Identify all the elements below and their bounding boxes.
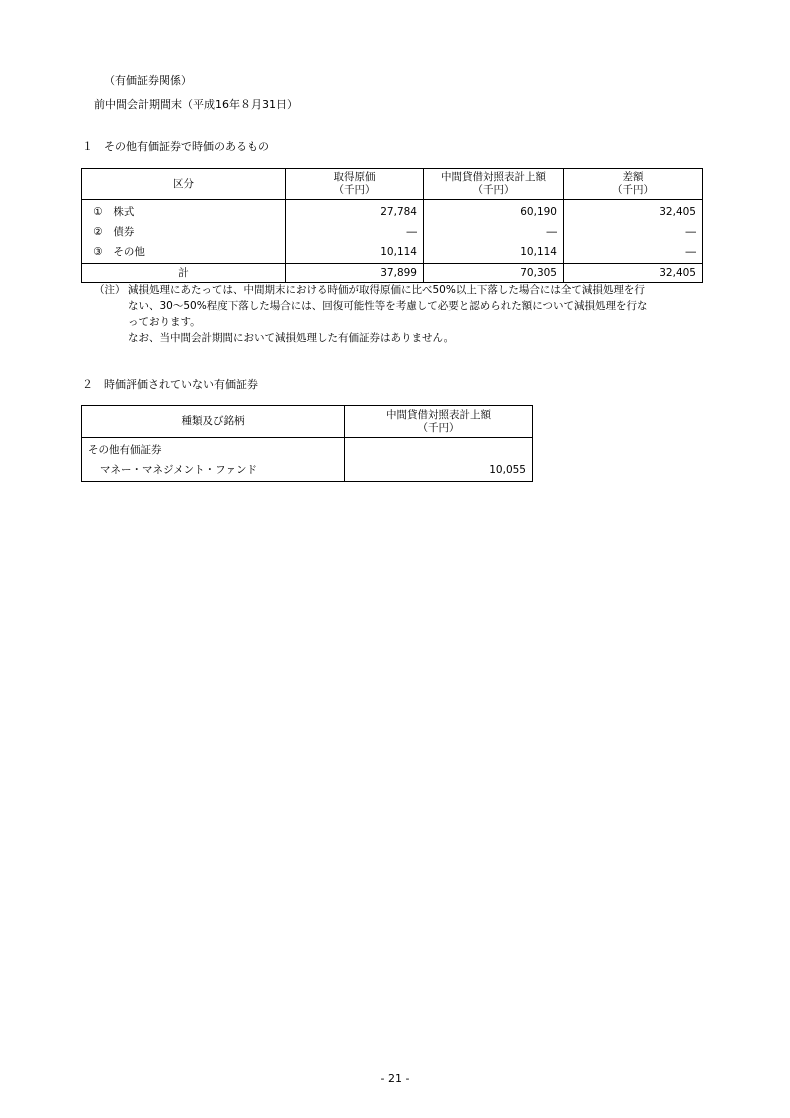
table-header-row: [82, 169, 703, 200]
note-line: なお、当中間会計期間において減損処理した有価証券はありません。: [128, 332, 455, 344]
total-label: 計: [82, 264, 286, 283]
item-name: マネー・マネジメント・ファンド: [82, 460, 345, 482]
table-row: [82, 438, 533, 461]
cell-cost: ―: [286, 222, 424, 242]
total-book-value: 70,305: [424, 264, 564, 283]
section2-heading: ２ 時価評価されていない有価証券: [82, 378, 258, 391]
cell-book-value: ―: [424, 222, 564, 242]
total-cost: 37,899: [286, 264, 424, 283]
cell-book-value: 60,190: [424, 200, 564, 223]
empty-cell: [345, 438, 533, 461]
cell-cost: 27,784: [286, 200, 424, 223]
table-row: [82, 242, 703, 264]
header-category: 区分: [82, 169, 286, 200]
page-number: - 21 -: [380, 1072, 410, 1085]
note-line: ない、30～50%程度下落した場合には、回復可能性等を考慮して必要と認められた額について減損処理を行な: [128, 300, 648, 312]
header-type: 種類及び銘柄: [82, 406, 345, 438]
securities-with-market-value-table: [81, 168, 703, 283]
table-row: [82, 200, 703, 223]
total-row: [82, 264, 703, 283]
securities-without-market-value-table: [81, 405, 533, 482]
section-title: （有価証券関係）: [104, 74, 192, 87]
table-header-row: [82, 406, 533, 438]
section1-heading: １ その他有価証券で時価のあるもの: [82, 140, 269, 153]
table-row: [82, 222, 703, 242]
note-line: っております。: [128, 316, 201, 328]
header-difference: 差額 （千円）: [564, 169, 703, 200]
cell-difference: ―: [564, 222, 703, 242]
cell-difference: 32,405: [564, 200, 703, 223]
header-book-value: 中間貸借対照表計上額 （千円）: [424, 169, 564, 200]
row-label: ② 債券: [82, 222, 286, 242]
row-label: ③ その他: [82, 242, 286, 264]
header-book-value: 中間貸借対照表計上額 （千円）: [345, 406, 533, 438]
cell-cost: 10,114: [286, 242, 424, 264]
item-value: 10,055: [345, 460, 533, 482]
row-label: ① 株式: [82, 200, 286, 223]
cell-difference: ―: [564, 242, 703, 264]
total-difference: 32,405: [564, 264, 703, 283]
note-label: （注）: [94, 284, 126, 296]
note-text: [128, 282, 728, 346]
note-line: 減損処理にあたっては、中間期末における時価が取得原価に比べ50%以上下落した場合には全て減損処理を行: [128, 284, 645, 296]
period-label: 前中間会計期間末（平成16年８月31日）: [94, 98, 298, 111]
cell-book-value: 10,114: [424, 242, 564, 264]
table-row: [82, 460, 533, 482]
header-cost: 取得原価 （千円）: [286, 169, 424, 200]
group-label: その他有価証券: [82, 438, 345, 461]
